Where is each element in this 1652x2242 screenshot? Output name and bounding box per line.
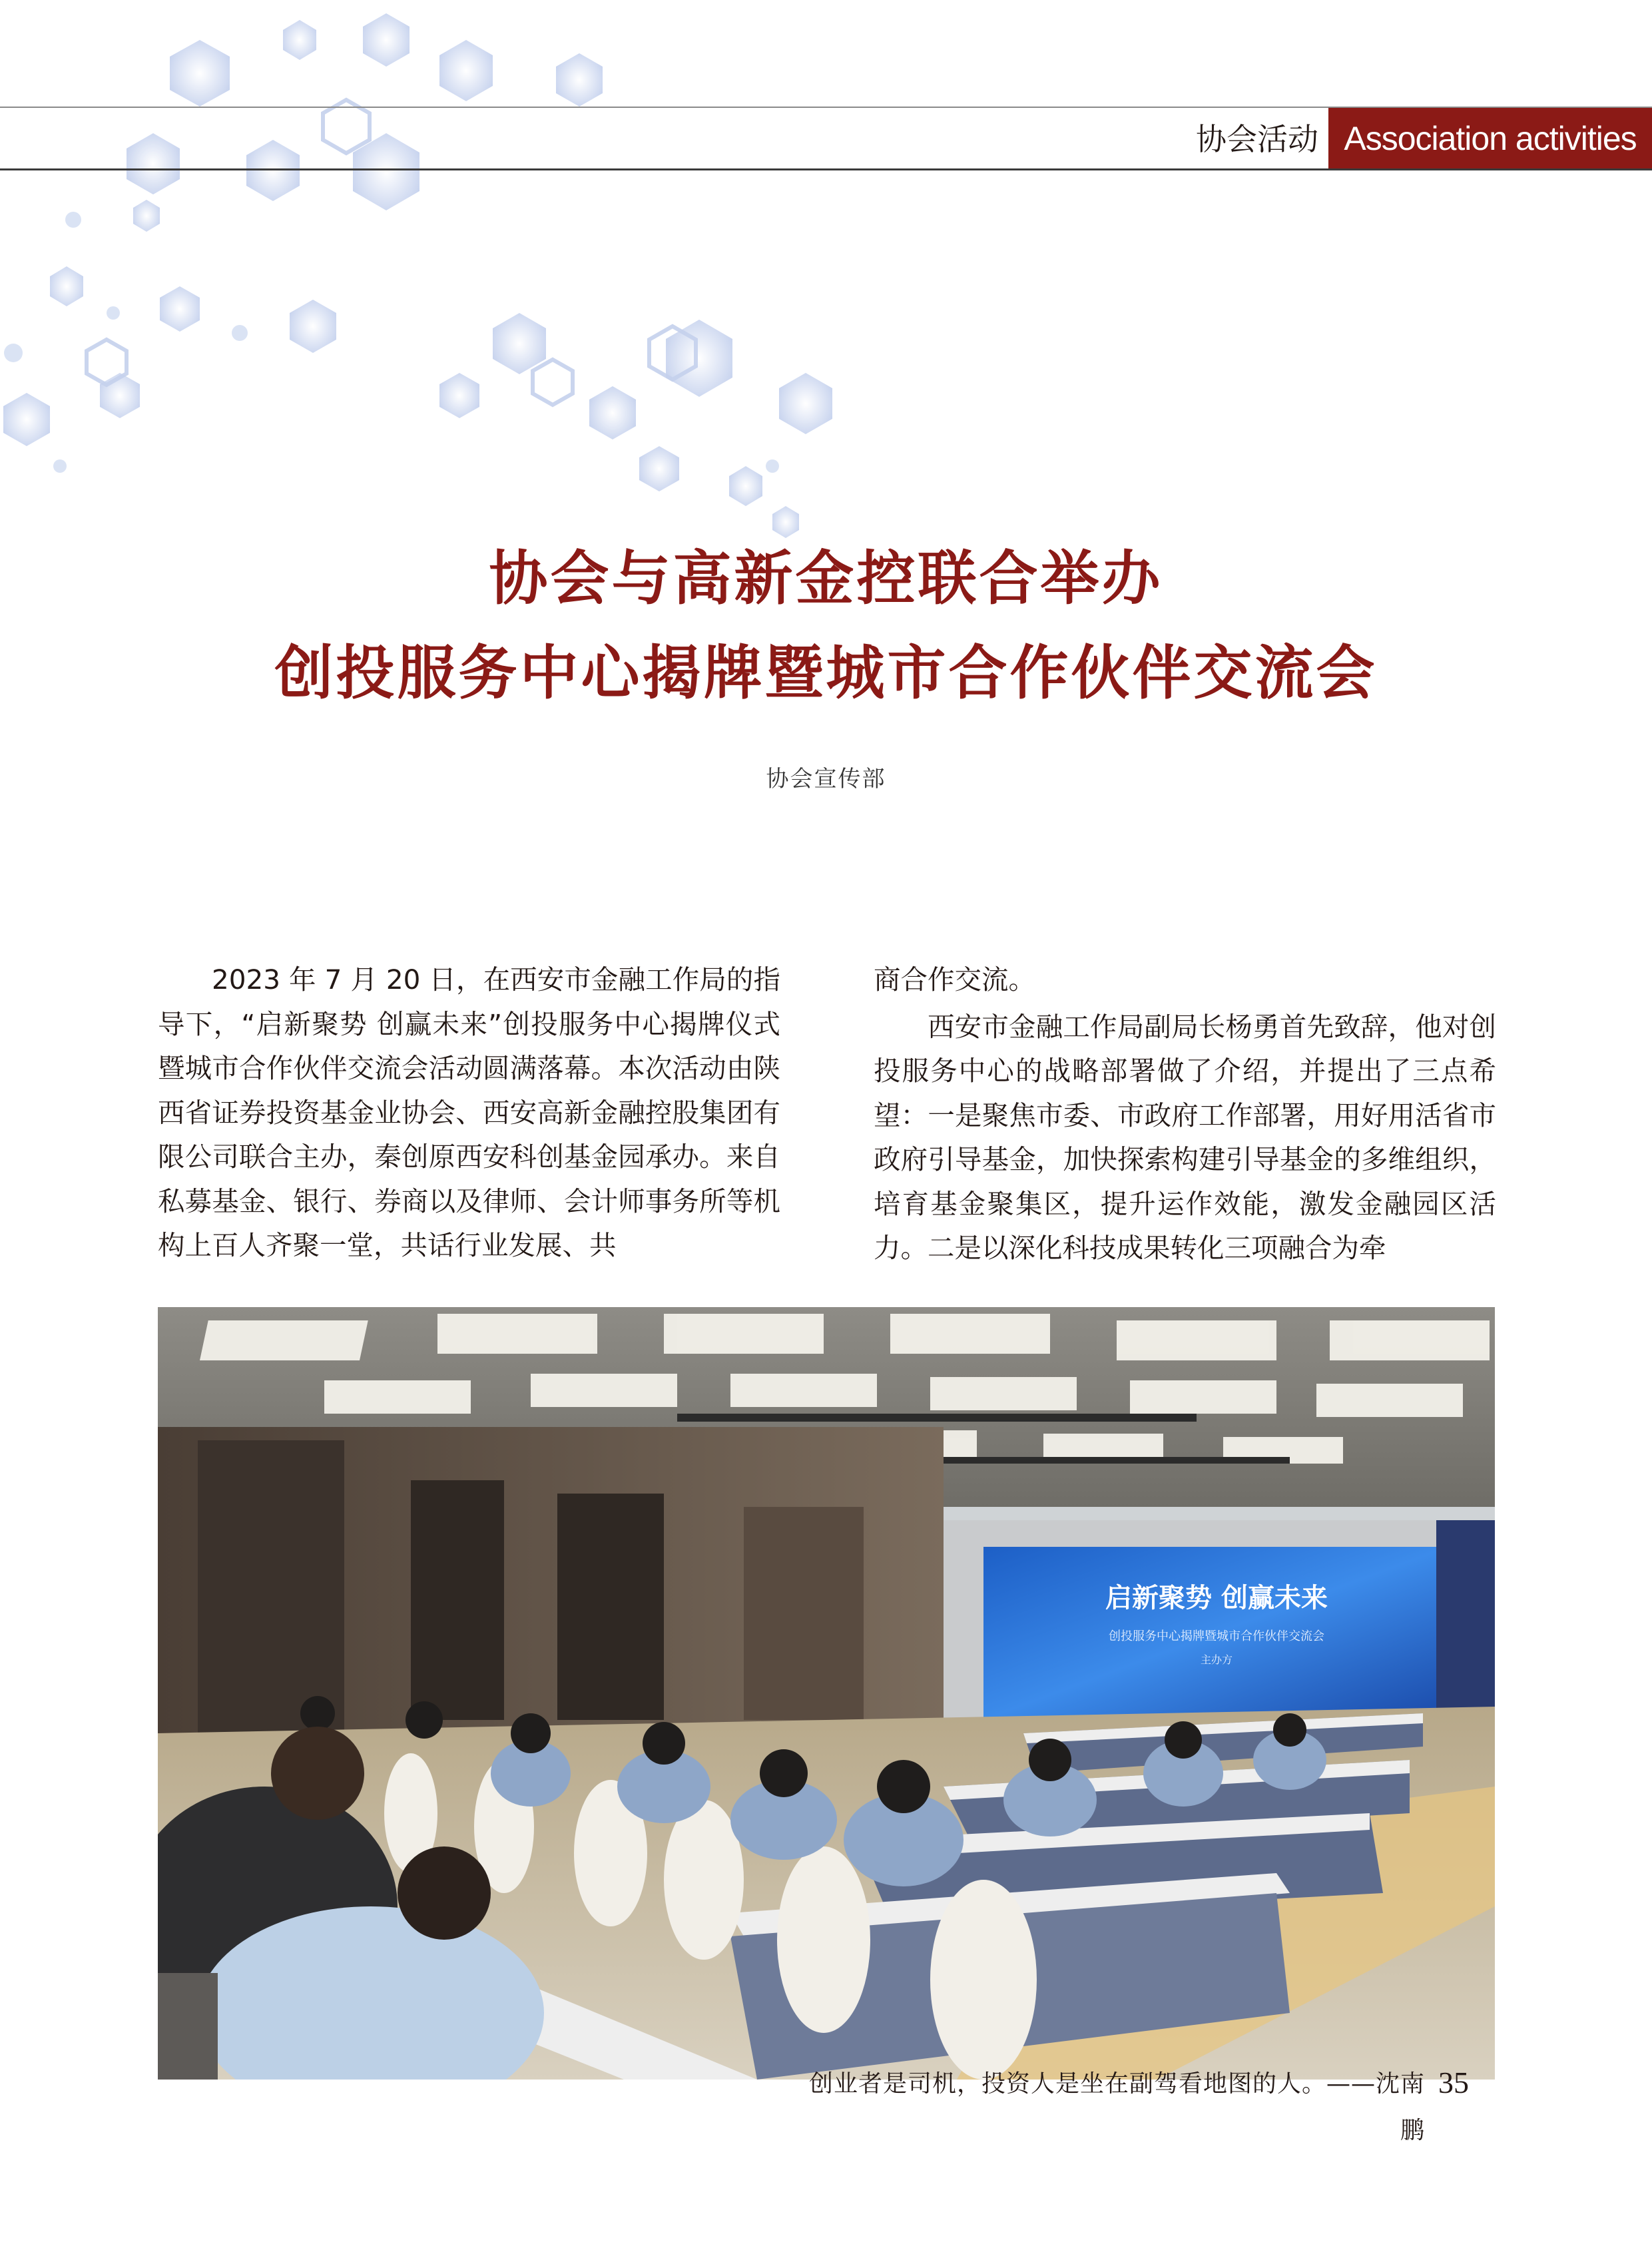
paragraph: 西安市金融工作局副局长杨勇首先致辞，他对创投服务中心的战略部署做了介绍，并提出了三点希望：一是聚焦市委、市政府工作部署，用好用活省市政府引导基金，加快探索构建引导基金的多维组织，培育基金聚集区，提升运作效能，激发金融园区活力。二是以深化科技成果转化三项融合为牵 [874,1010,1496,1264]
article-byline: 协会宣传部 [766,766,886,792]
header-rule-bottom [0,168,1652,170]
paragraph: 2023 年 7 月 20 日，在西安市金融工作局的指导下，“启新聚势 创赢未来”创投服务中心揭牌仪式暨城市合作伙伴交流会活动圆满落幕。本次活动由陕西省证券投资基金业协会、西安高新金融控股集团有限公司联合主办，秦创原西安科创基金园承办。来自私募基金、银行、券商以及律师、会计师事务所等机构上百人齐聚一堂，共话行业发展、共 [158,964,780,1261]
screen-host: 主办方 [1200,1653,1233,1666]
section-label-en: Association activities [1328,108,1652,169]
article-column-left [158,958,780,1268]
article-column-right [874,958,1496,1270]
screen-subline: 创投服务中心揭牌暨城市合作伙伴交流会 [1109,1629,1324,1643]
section-label-cn: 协会活动 [1196,121,1318,157]
conference-hall-photo [158,1307,1495,2080]
page-number: 35 [1438,2066,1469,2100]
paragraph: 商合作交流。 [874,964,1035,995]
screen-headline: 启新聚势 创赢未来 [1105,1582,1328,1613]
hexagon-pattern-decoration [0,0,932,573]
footer-quote: 创业者是司机，投资人是坐在副驾看地图的人。——沈南鹏 [808,2070,1425,2144]
article-title-line-2: 创投服务中心揭牌暨城市合作伙伴交流会 [274,638,1378,707]
article-title-line-1: 协会与高新金控联合举办 [489,543,1163,613]
